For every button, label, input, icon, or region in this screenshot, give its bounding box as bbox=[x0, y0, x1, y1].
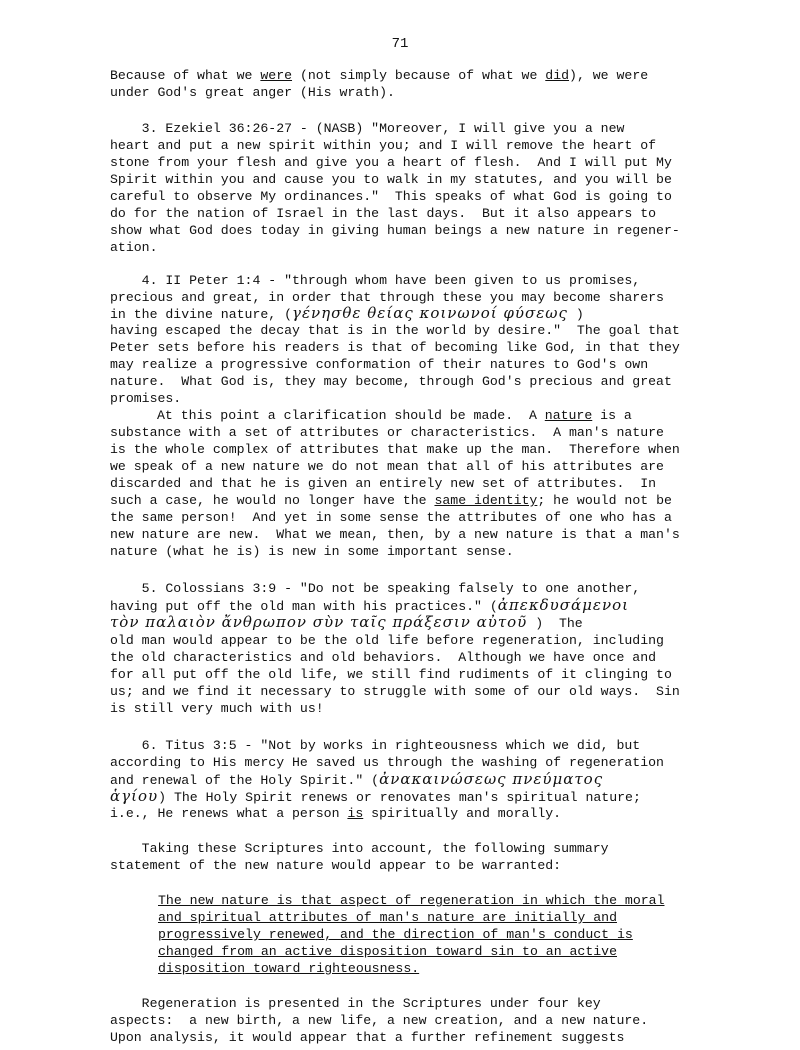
text-span: ) The Holy Spirit renews or renovates man's spiritual nature; bbox=[158, 790, 641, 805]
underlined-phrase: same identity bbox=[434, 493, 538, 508]
text-line: Spirit within you and cause you to walk in my statutes, and you will be bbox=[110, 172, 672, 187]
text-span: such a case, he would no longer have the bbox=[110, 493, 435, 508]
text-line: 6. Titus 3:5 - "Not by works in righteousness which we did, but bbox=[110, 738, 641, 753]
text-line: stone from your flesh and give you a heart of flesh. And I will put My bbox=[110, 155, 672, 170]
text-span: is a bbox=[592, 408, 632, 423]
text-span: ), we were bbox=[569, 68, 649, 83]
text-line bbox=[110, 492, 672, 509]
text-line: old man would appear to be the old life before regeneration, including bbox=[110, 633, 664, 648]
text-line bbox=[110, 805, 561, 822]
text-line: aspects: a new birth, a new life, a new creation, and a new nature. bbox=[110, 1013, 649, 1028]
text-span: (not simply because of what we bbox=[292, 68, 546, 83]
text-span: and renewal of the Holy Spirit." ( bbox=[110, 773, 380, 788]
text-line: show what God does today in giving human beings a new nature in regener- bbox=[110, 223, 680, 238]
greek-text: γένησθε θείας κοινωνοί φύσεως bbox=[292, 304, 568, 322]
text-line: substance with a set of attributes or characteristics. A man's nature bbox=[110, 425, 664, 440]
summary-line: changed from an active disposition toward sin to an active bbox=[158, 944, 617, 959]
text-line bbox=[110, 788, 641, 806]
text-span: ) The bbox=[527, 616, 583, 631]
text-span: spiritually and morally. bbox=[363, 806, 562, 821]
summary-line: The new nature is that aspect of regeneration in which the moral bbox=[158, 893, 665, 908]
text-line: 3. Ezekiel 36:26-27 - (NASB) "Moreover, I will give you a new bbox=[110, 121, 625, 136]
greek-text: τὸν παλαιὸν ἄνθρωπον σὺν ταῖς πράξεσιν αὐτοῦ bbox=[110, 613, 528, 631]
underlined-word: is bbox=[347, 806, 364, 821]
text-span: Because of what we bbox=[110, 68, 261, 83]
text-line: under God's great anger (His wrath). bbox=[110, 85, 395, 100]
text-line: nature (what he is) is new in some important sense. bbox=[110, 544, 514, 559]
text-line bbox=[110, 67, 648, 84]
text-span: in the divine nature, ( bbox=[110, 307, 293, 322]
underlined-word: did bbox=[545, 68, 570, 83]
text-line: us; and we find it necessary to struggle with some of our old ways. Sin bbox=[110, 684, 680, 699]
text-line: Upon analysis, it would appear that a further refinement suggests bbox=[110, 1030, 625, 1045]
text-line: heart and put a new spirit within you; and I will remove the heart of bbox=[110, 138, 657, 153]
text-line bbox=[110, 771, 603, 789]
text-line: do for the nation of Israel in the last days. But it also appears to bbox=[110, 206, 657, 221]
text-line: Taking these Scriptures into account, the following summary bbox=[110, 841, 609, 856]
text-line: new nature are new. What we mean, then, by a new nature is that a man's bbox=[110, 527, 680, 542]
text-line: 5. Colossians 3:9 - "Do not be speaking falsely to one another, bbox=[110, 581, 641, 596]
greek-text: ἁγίου bbox=[110, 787, 159, 805]
summary-line: and spiritual attributes of man's nature are initially and bbox=[158, 910, 617, 925]
text-line bbox=[157, 407, 632, 424]
text-line: nature. What God is, they may become, through God's precious and great bbox=[110, 374, 672, 389]
text-line: promises. bbox=[110, 391, 182, 406]
text-span: ) bbox=[567, 307, 584, 322]
text-line bbox=[110, 614, 583, 632]
text-span: ; he would not be bbox=[537, 493, 672, 508]
text-span: having put off the old man with his practices." ( bbox=[110, 599, 498, 614]
text-line: Peter sets before his readers is that of becoming like God, in that they bbox=[110, 340, 680, 355]
summary-line: disposition toward righteousness. bbox=[158, 961, 420, 976]
text-line: the old characteristics and old behaviors. Although we have once and bbox=[110, 650, 657, 665]
text-line: discarded and that he is given an entirely new set of attributes. In bbox=[110, 476, 657, 491]
text-line: 4. II Peter 1:4 - "through whom have been given to us promises, bbox=[110, 273, 641, 288]
text-line: precious and great, in order that through these you may become sharers bbox=[110, 290, 664, 305]
text-line: Regeneration is presented in the Scriptures under four key bbox=[110, 996, 601, 1011]
text-line: ation. bbox=[110, 240, 158, 255]
summary-line: progressively renewed, and the direction of man's conduct is bbox=[158, 927, 633, 942]
text-span: At this point a clarification should be made. A bbox=[157, 408, 545, 423]
text-line: having escaped the decay that is in the world by desire." The goal that bbox=[110, 323, 680, 338]
text-line: according to His mercy He saved us through the washing of regeneration bbox=[110, 755, 664, 770]
text-line: statement of the new nature would appear to be warranted: bbox=[110, 858, 562, 873]
greek-text: ἀνακαινώσεως πνεύματος bbox=[379, 770, 604, 788]
underlined-word: nature bbox=[544, 408, 593, 423]
underlined-word: were bbox=[260, 68, 293, 83]
page-number: 71 bbox=[391, 36, 409, 52]
text-line: may realize a progressive conformation of their natures to God's own bbox=[110, 357, 649, 372]
text-line: is the whole complex of attributes that make up the man. Therefore when bbox=[110, 442, 680, 457]
text-line: careful to observe My ordinances." This speaks of what God is going to bbox=[110, 189, 672, 204]
text-line: for all put off the old life, we still find rudiments of it clinging to bbox=[110, 667, 672, 682]
text-span: i.e., He renews what a person bbox=[110, 806, 348, 821]
text-line: the same person! And yet in some sense the attributes of one who has a bbox=[110, 510, 672, 525]
text-line bbox=[110, 305, 584, 323]
text-line: we speak of a new nature we do not mean that all of his attributes are bbox=[110, 459, 664, 474]
text-line: is still very much with us! bbox=[110, 701, 324, 716]
greek-text: ἀπεκδυσάμενοι bbox=[497, 596, 630, 614]
